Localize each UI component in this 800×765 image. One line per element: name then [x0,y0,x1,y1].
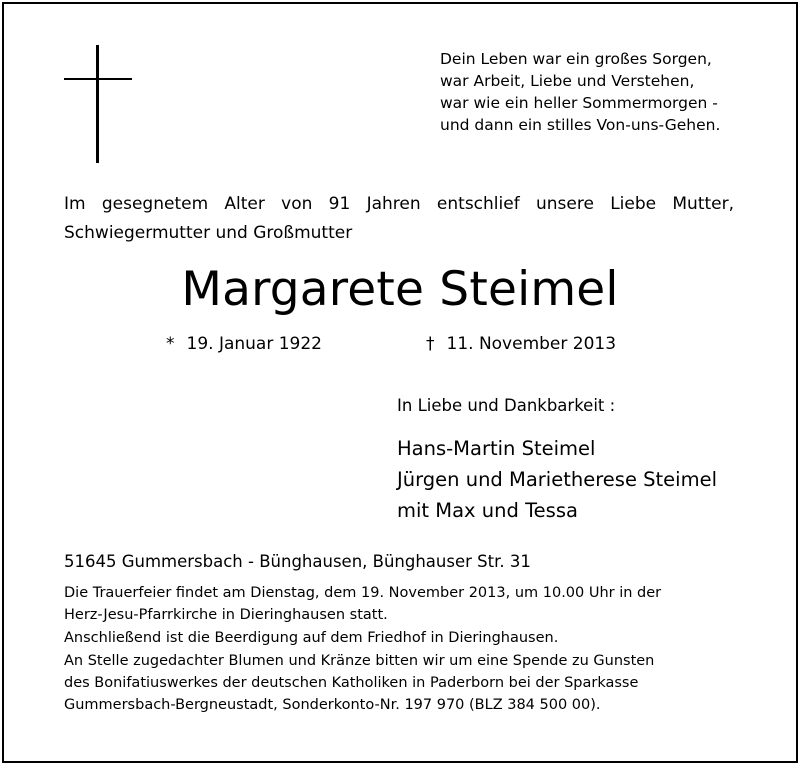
funeral-line: Herz-Jesu-Pfarrkirche in Dieringhausen statt. [64,607,388,623]
family-member: Hans-Martin Steimel [397,437,596,460]
funeral-line: Die Trauerfeier findet am Dienstag, dem 19. November 2013, um 10.00 Uhr in der [64,585,662,601]
funeral-details [64,582,738,716]
donation-line: An Stelle zugedachter Blumen und Kränze bitten wir um eine Spende zu Gunsten [64,653,655,669]
poem-line: und dann ein stilles Von-uns-Gehen. [440,116,721,134]
birth-date-line [166,331,322,357]
poem-line: war Arbeit, Liebe und Verstehen, [440,72,695,90]
birth-star-icon: * [166,334,175,354]
donation-line: des Bonifatiuswerkes der deutschen Katholiken in Paderborn bei der Sparkasse [64,675,639,691]
family-names [397,433,717,526]
poem [440,48,780,136]
cross-icon [64,45,132,163]
thanks-line: In Liebe und Dankbarkeit : [397,396,616,415]
address: 51645 Gummersbach - Bünghausen, Bünghauser Str. 31 [64,552,531,571]
poem-line: war wie ein heller Sommermorgen - [440,94,718,112]
death-date-line [426,331,616,357]
intro-text [64,190,734,247]
family-member: mit Max und Tessa [397,499,578,522]
burial-line: Anschließend ist die Beerdigung auf dem Friedhof in Dieringhausen. [64,630,559,646]
death-cross-icon: † [426,334,435,354]
birth-date: 19. Januar 1922 [186,334,322,354]
deceased-name: Margarete Steimel [181,262,619,317]
intro-line: Im gesegnetem Alter von 91 Jahren entschlief unsere Liebe Mutter, [64,194,734,214]
donation-line: Gummersbach-Bergneustadt, Sonderkonto-Nr. 197 970 (BLZ 384 500 00). [64,697,601,713]
intro-line: Schwiegermutter und Großmutter [64,222,353,243]
family-member: Jürgen und Marietherese Steimel [397,468,718,491]
poem-line: Dein Leben war ein großes Sorgen, [440,50,712,68]
death-date: 11. November 2013 [446,334,617,354]
